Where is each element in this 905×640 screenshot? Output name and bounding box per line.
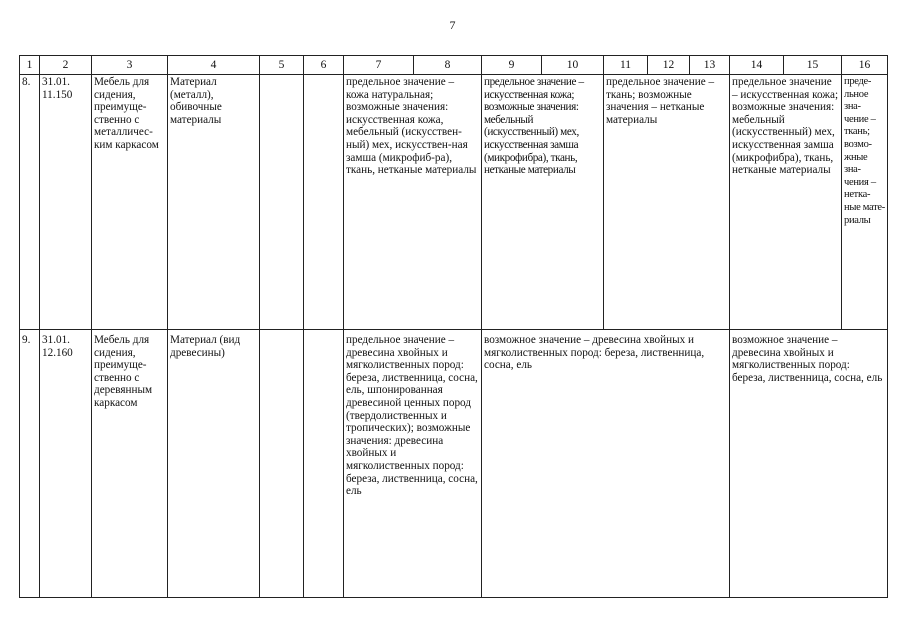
requirements-table bbox=[19, 55, 888, 598]
header-cell: 14 bbox=[730, 56, 784, 75]
okpd-code: 31.01. 11.150 bbox=[40, 75, 92, 330]
header-cell: 12 bbox=[648, 56, 690, 75]
header-cell: 3 bbox=[92, 56, 168, 75]
empty-cell bbox=[304, 75, 344, 330]
table-row bbox=[20, 330, 888, 598]
header-row bbox=[20, 56, 888, 75]
item-name: Мебель для сидения, преимуще-ственно с деревянным каркасом bbox=[92, 330, 168, 598]
header-cell: 1 bbox=[20, 56, 40, 75]
header-cell: 2 bbox=[40, 56, 92, 75]
characteristic: Материал (вид древесины) bbox=[168, 330, 260, 598]
value-cell-7-8: предельное значение – кожа натуральная; возможные значения: искусственная кожа, мебельный (искусствен-ный) мех, искусствен-ная замша (микрофиб-ра), ткань, нетканые материалы bbox=[344, 75, 482, 330]
value-cell-14-15: предельное значение – искусственная кожа; возможные значения: мебельный (искусственный) мех, искусственная замша (микрофибра), ткань, нетканые материалы bbox=[730, 75, 842, 330]
value-cell-7-8: предельное значение – древесина хвойных и мягколиственных пород: береза, лиственница, сосна, ель, шпонированная древесиной ценных пород (твердолиственных и тропических); возможные значения: древесина хвойных и мягколиственных пород: береза, лиственница, сосна, ель bbox=[344, 330, 482, 598]
empty-cell bbox=[260, 75, 304, 330]
header-cell: 15 bbox=[784, 56, 842, 75]
item-name: Мебель для сидения, преимуще-ственно с металличес-ким каркасом bbox=[92, 75, 168, 330]
header-cell: 16 bbox=[842, 56, 888, 75]
value-cell-9-13: возможное значение – древесина хвойных и мягколиственных пород: береза, лиственница, сосна, ель bbox=[482, 330, 730, 598]
row-number: 9. bbox=[20, 330, 40, 598]
value-cell-16: преде-льное зна-чение – ткань; возмо-жные зна-чения – нетка-ные мате-риалы bbox=[842, 75, 888, 330]
header-cell: 6 bbox=[304, 56, 344, 75]
header-cell: 11 bbox=[604, 56, 648, 75]
okpd-code: 31.01. 12.160 bbox=[40, 330, 92, 598]
page-number: 7 bbox=[449, 18, 456, 32]
value-cell-9-10: предельное значение – искусственная кожа; возможные значения: мебельный (искусственный) мех, искусственная замша (микрофибра), ткань, нетканые материалы bbox=[482, 75, 604, 330]
table-row bbox=[20, 75, 888, 330]
value-cell-14-16: возможное значение – древесина хвойных и мягколиственных пород: береза, лиственница, сосна, ель bbox=[730, 330, 888, 598]
header-cell: 7 bbox=[344, 56, 414, 75]
characteristic: Материал (металл), обивочные материалы bbox=[168, 75, 260, 330]
empty-cell bbox=[304, 330, 344, 598]
header-cell: 10 bbox=[542, 56, 604, 75]
empty-cell bbox=[260, 330, 304, 598]
header-cell: 13 bbox=[690, 56, 730, 75]
row-number: 8. bbox=[20, 75, 40, 330]
header-cell: 8 bbox=[414, 56, 482, 75]
header-cell: 9 bbox=[482, 56, 542, 75]
value-cell-11-13: предельное значение – ткань; возможные значения – нетканые материалы bbox=[604, 75, 730, 330]
header-cell: 4 bbox=[168, 56, 260, 75]
header-cell: 5 bbox=[260, 56, 304, 75]
